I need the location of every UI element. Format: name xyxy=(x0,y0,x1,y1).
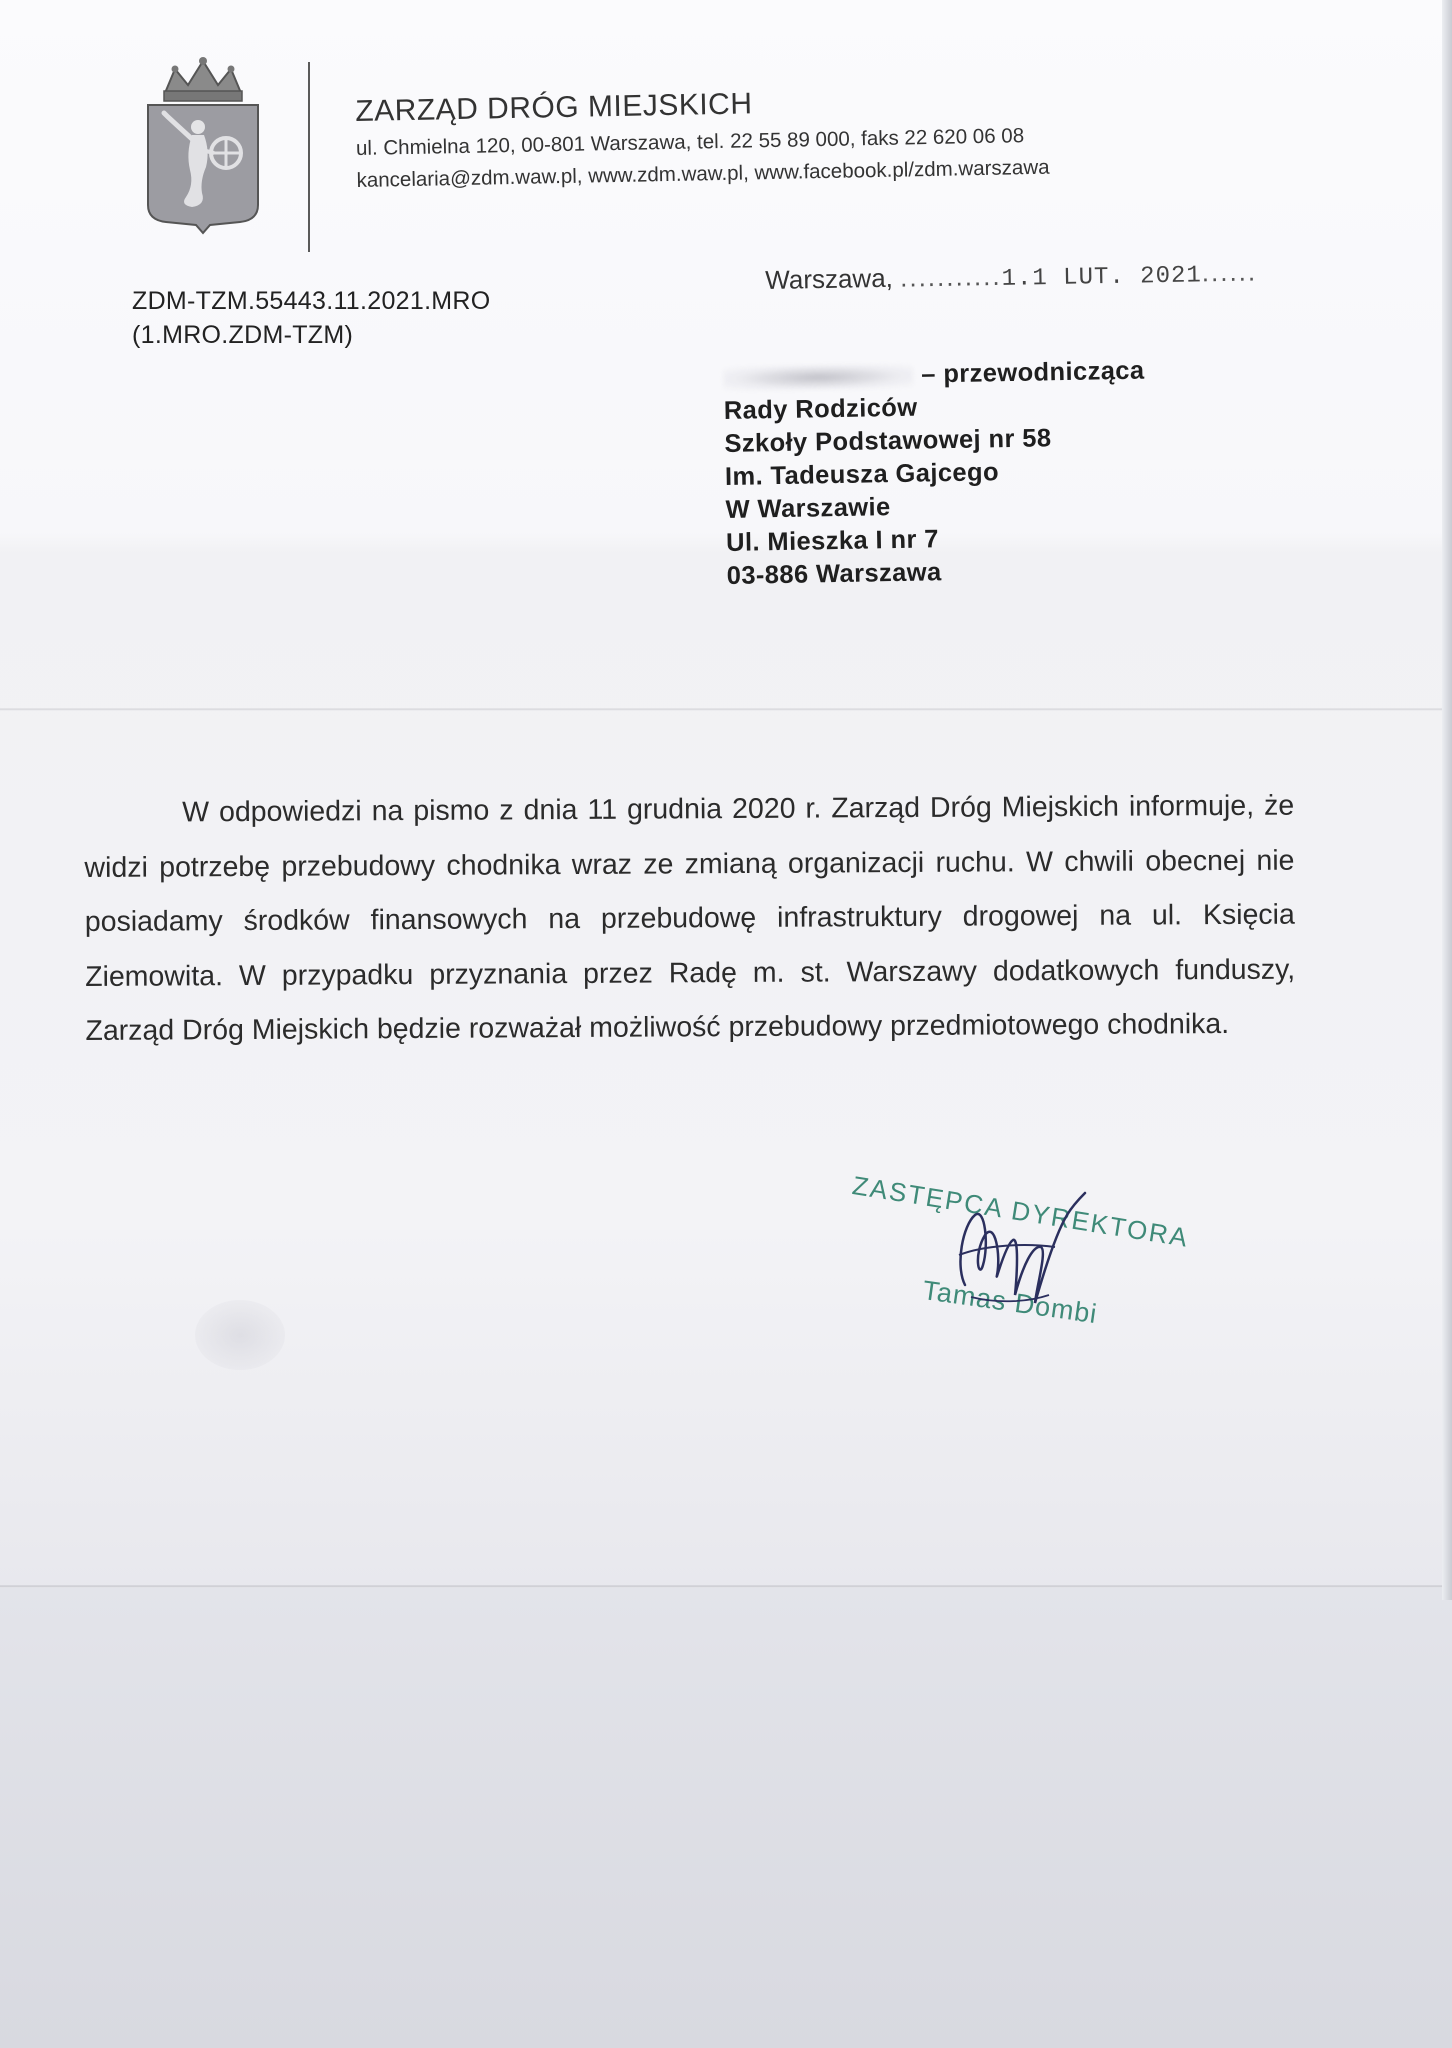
header-divider xyxy=(308,62,310,252)
body-paragraph: W odpowiedzi na pismo z dnia 11 grudnia 2020 r. Zarząd Dróg Miejskich informuje, że widzi potrzebę przebudowy chodnika wraz ze zmianą organizacji ruchu. W chwili obecnej nie posiadamy środków finansowych na przebudowę infrastruktury drogowej na ul. Księcia Ziemowita. W przypadku przyznania przez Radę m. st. Warszawy dodatkowych funduszy, Zarząd Dróg Miejskich będzie rozważał możliwość przebudowy przedmiotowego chodnika. xyxy=(84,789,1296,1047)
letterhead xyxy=(355,82,1050,201)
recipient-role: – przewodnicząca xyxy=(921,356,1145,389)
recipient-line: Szkoły Podstawowej nr 58 xyxy=(724,424,1052,458)
organization-contact: kancelaria@zdm.waw.pl, www.zdm.waw.pl, www.facebook.pl/zdm.warszawa xyxy=(356,155,1050,192)
organization-address: ul. Chmielna 120, 00-801 Warszawa, tel. 22 55 89 000, faks 22 620 06 08 xyxy=(355,124,1025,160)
stamp-name: Tamas Dombi xyxy=(920,1275,1100,1330)
recipient-line: Im. Tadeusza Gajcego xyxy=(724,458,1000,491)
paper-edge xyxy=(1442,0,1452,1600)
recipient-line: Rady Rodziców xyxy=(723,393,918,425)
recipient-line: W Warszawie xyxy=(725,493,891,524)
date-dots: ........... xyxy=(899,260,1002,293)
handwritten-signature-icon xyxy=(945,1185,1095,1325)
paper-fold-line xyxy=(0,1585,1452,1588)
recipient-line: 03-886 Warszawa xyxy=(726,558,942,590)
date-stamp: 1.1 LUT. 2021 xyxy=(1001,262,1203,293)
letter-body xyxy=(84,779,1296,1059)
stamp-title: ZASTĘPCA DYREKTORA xyxy=(850,1170,1192,1253)
date-line xyxy=(765,256,1257,297)
reference-sub-number: (1.MRO.ZDM-TZM) xyxy=(132,321,354,349)
warsaw-coat-of-arms-icon xyxy=(140,55,266,235)
organization-name: ZARZĄD DRÓG MIEJSKICH xyxy=(355,87,753,128)
redacted-name xyxy=(723,364,913,391)
recipient-block xyxy=(723,355,1148,593)
paper-fold-line xyxy=(0,708,1452,711)
recipient-line: Ul. Mieszka I nr 7 xyxy=(725,525,940,557)
date-dots: ...... xyxy=(1201,256,1258,288)
lower-fold-shadow xyxy=(0,1585,1452,2048)
reference-block xyxy=(132,284,491,352)
reference-number: ZDM-TZM.55443.11.2021.MRO xyxy=(132,287,491,315)
paper-smudge xyxy=(195,1300,285,1370)
date-place: Warszawa, xyxy=(765,262,894,295)
